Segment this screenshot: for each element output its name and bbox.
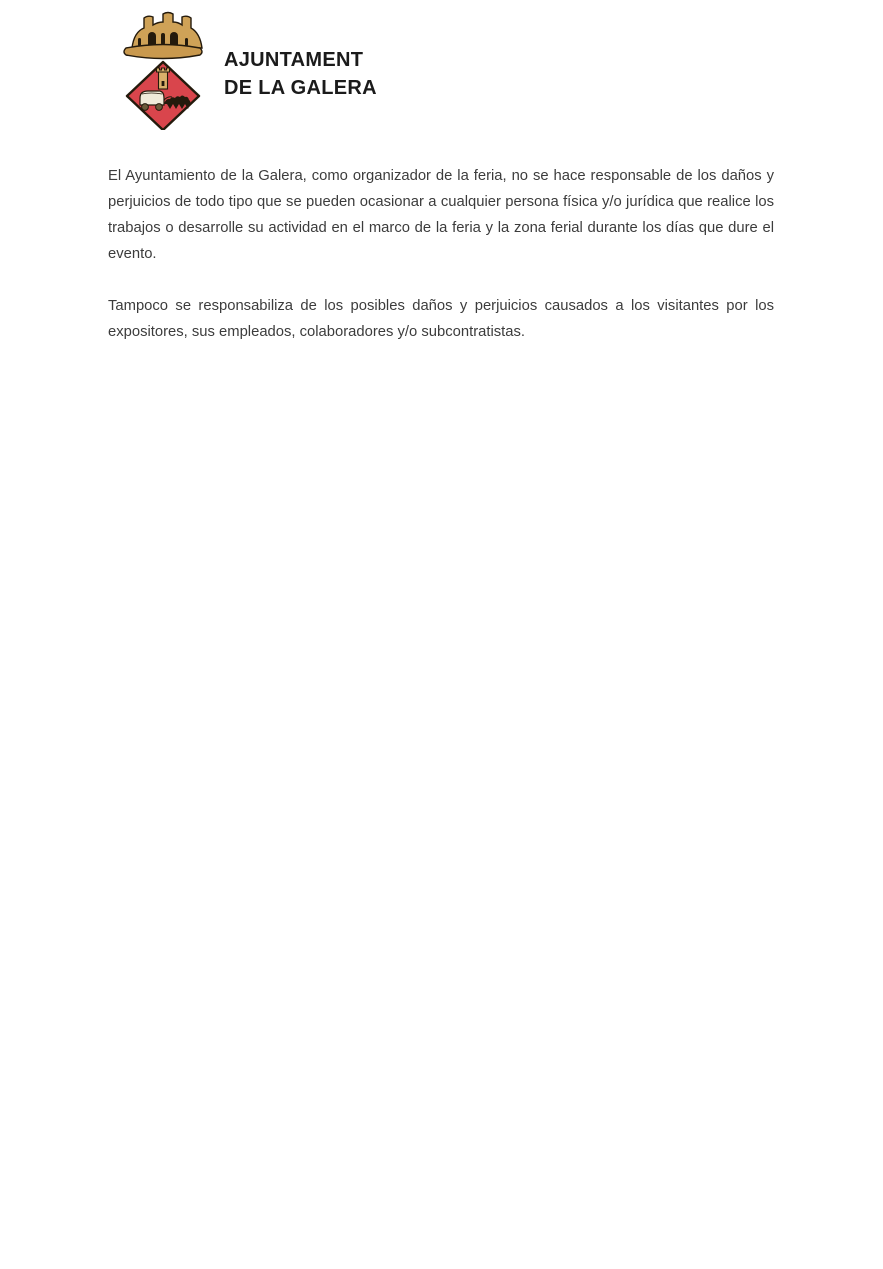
org-name	[224, 46, 377, 102]
shield-icon	[127, 62, 199, 130]
letterhead	[118, 8, 377, 130]
org-name-line1: AJUNTAMENT	[224, 49, 364, 71]
paragraph-liability-fair: El Ayuntamiento de la Galera, como organizador de la feria, no se hace responsable de los daños y perjuicios de todo tipo que se pueden ocasionar a cualquier persona física y/o jurídica que realice los trabajos o desarrolle su actividad en el marco de la feria y la zona ferial durante los días que dure el evento.	[108, 168, 774, 262]
coat-of-arms-icon	[118, 8, 208, 130]
document-body	[108, 163, 774, 371]
paragraph-liability-visitors: Tampoco se responsabiliza de los posibles daños y perjuicios causados a los visitantes por los expositores, sus empleados, colaboradores y/o subcontratistas.	[108, 298, 774, 340]
org-name-line2: DE LA GALERA	[224, 77, 377, 99]
